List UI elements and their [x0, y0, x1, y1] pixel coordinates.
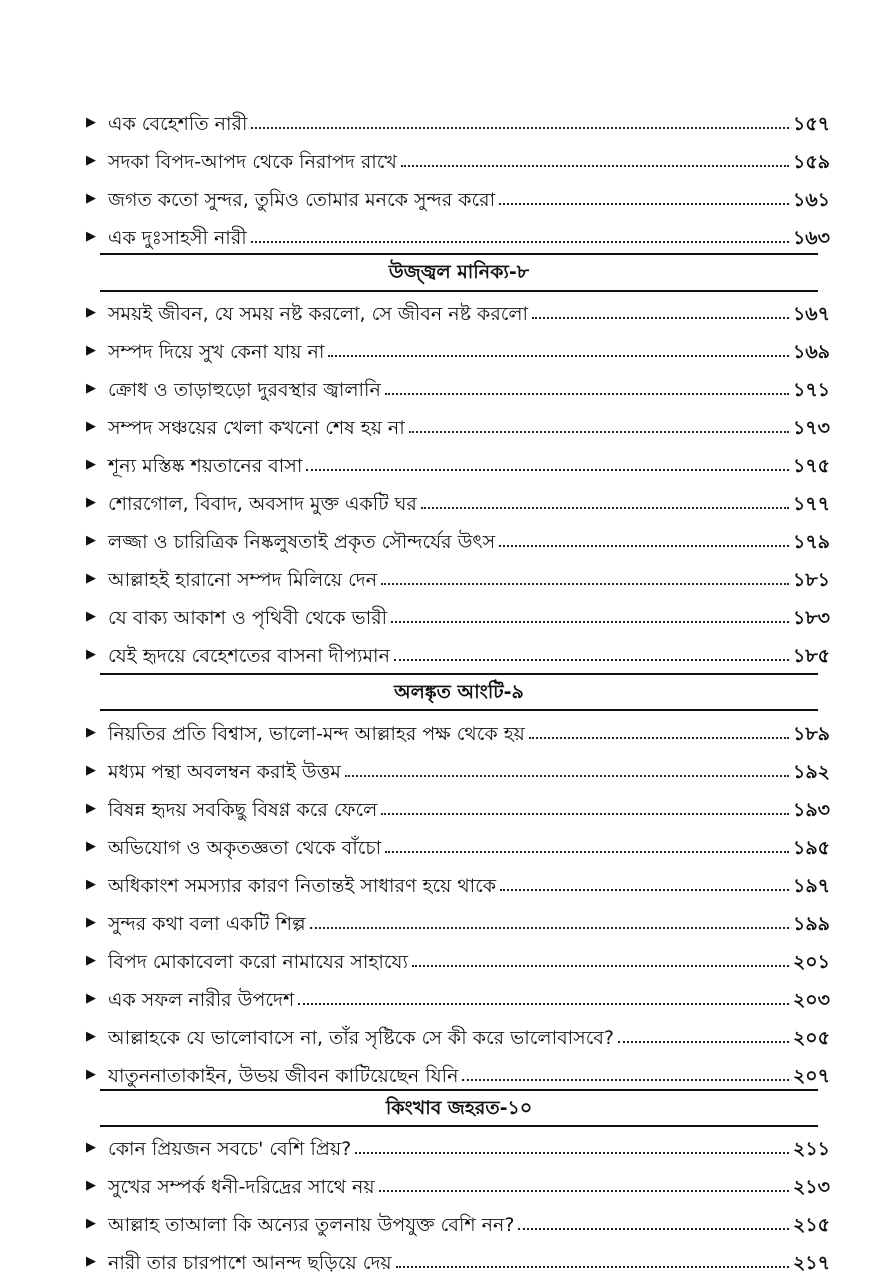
bullet-icon: ▶	[86, 1029, 96, 1044]
toc-entry-page: ২০৩	[792, 989, 830, 1011]
toc-entry[interactable]	[86, 902, 830, 936]
bullet-icon: ▶	[86, 571, 96, 586]
toc-entry[interactable]	[86, 712, 830, 746]
toc-entry-title: যেই হৃদয়ে বেহেশতের বাসনা দীপ্যমান	[108, 645, 390, 667]
toc-entry-title: সম্পদ দিয়ে সুখ কেনা যায় না	[108, 341, 325, 363]
toc-entry[interactable]	[86, 178, 830, 212]
toc-entry-page: ১৮৩	[792, 607, 830, 629]
bullet-icon: ▶	[86, 953, 96, 968]
toc-entry-page: ১৮৯	[793, 723, 830, 745]
bullet-icon: ▶	[86, 725, 96, 740]
toc-entry[interactable]	[86, 1127, 830, 1161]
toc-entry[interactable]	[86, 482, 830, 516]
toc-entry[interactable]	[86, 292, 830, 326]
dot-leader	[355, 1152, 789, 1154]
bullet-icon: ▶	[86, 877, 96, 892]
toc-entry-title: বিষন্ন হৃদয় সবকিছু বিষণ্ণ করে ফেলে	[108, 799, 378, 821]
bullet-icon: ▶	[86, 1254, 96, 1269]
bullet-icon: ▶	[86, 1140, 96, 1155]
toc-entry-page: ১৮৫	[793, 645, 830, 667]
bullet-icon: ▶	[86, 115, 96, 130]
bullet-icon: ▶	[86, 801, 96, 816]
bullet-icon: ▶	[86, 305, 96, 320]
toc-entry-title: কোন প্রিয়জন সবচে' বেশি প্রিয়?	[108, 1138, 352, 1160]
toc-entry[interactable]	[86, 102, 830, 136]
dot-leader	[391, 621, 789, 623]
bullet-icon: ▶	[86, 457, 96, 472]
toc-entry-title: আল্লাহকে যে ভালোবাসে না, তাঁর সৃষ্টিকে সে কী করে ভালোবাসবে?	[108, 1027, 615, 1049]
toc-entry-title: লজ্জা ও চারিত্রিক নিষ্কলুষতাই প্রকৃত সৌন্দর্যের উৎস	[108, 531, 496, 553]
toc-entry-page: ১৫৯	[793, 151, 830, 173]
bullet-icon: ▶	[86, 533, 96, 548]
dot-leader	[394, 659, 789, 661]
toc-entry-title: সুখের সম্পর্ক ধনী-দরিদ্রের সাথে নয়	[108, 1176, 375, 1198]
toc-entry-page: ১৯৩	[792, 799, 830, 821]
toc-entry-page: ১৬৩	[792, 227, 830, 249]
dot-leader	[298, 1003, 789, 1005]
dot-leader	[381, 583, 789, 585]
bullet-icon: ▶	[86, 763, 96, 778]
toc-entry[interactable]	[86, 406, 830, 440]
toc-entry-title: মধ্যম পন্থা অবলম্বন করাই উত্তম	[108, 761, 341, 783]
toc-entry-title: আল্লাহ তাআলা কি অন্যের তুলনায় উপযুক্ত বেশি নন?	[108, 1214, 515, 1236]
toc-entry-title: সম্পদ সঞ্চয়ের খেলা কখনো শেষ হয় না	[108, 417, 405, 439]
dot-leader	[618, 1041, 789, 1043]
toc-entry-title: যাতুননাতাকাইন, উভয় জীবন কাটিয়েছেন যিনি	[108, 1065, 459, 1087]
bullet-icon: ▶	[86, 419, 96, 434]
dot-leader	[251, 241, 789, 243]
toc-entry[interactable]	[86, 864, 830, 898]
section-heading: উজ্জ্বল মানিক্য-৮	[388, 261, 530, 283]
toc-entry[interactable]	[86, 978, 830, 1012]
dot-leader	[385, 851, 789, 853]
dot-leader	[499, 545, 789, 547]
toc-entry-title: যে বাক্য আকাশ ও পৃথিবী থেকে ভারী	[108, 607, 388, 629]
toc-entry-page: ২১৫	[792, 1214, 830, 1236]
bullet-icon: ▶	[86, 191, 96, 206]
toc-entry-title: ক্রোধ ও তাড়াহুড়ো দুরবস্থার জ্বালানি	[108, 379, 381, 401]
toc-entry-page: ১৯৫	[793, 837, 830, 859]
toc-entry-title: এক সফল নারীর উপদেশ	[108, 989, 295, 1011]
toc-entry-page: ২১৩	[792, 1176, 830, 1198]
toc-entry[interactable]	[86, 634, 830, 668]
dot-leader	[310, 927, 789, 929]
dot-leader	[409, 431, 789, 433]
toc-entry-title: নারী তার চারপাশে আনন্দ ছড়িয়ে দেয়	[108, 1252, 392, 1274]
dot-leader	[396, 1266, 789, 1268]
bullet-icon: ▶	[86, 1067, 96, 1082]
toc-entry-title: সময়ই জীবন, যে সময় নষ্ট করলো, সে জীবন নষ্ট করলো	[108, 303, 529, 325]
toc-entry-title: আল্লাহই হারানো সম্পদ মিলিয়ে দেন	[108, 569, 378, 591]
dot-leader	[328, 355, 789, 357]
toc-entry-page: ২১৭	[792, 1252, 830, 1274]
bullet-icon: ▶	[86, 609, 96, 624]
toc-entry-page: ২০৭	[792, 1065, 830, 1087]
toc-entry[interactable]	[86, 368, 830, 402]
toc-entry-page: ১৯২	[792, 761, 830, 783]
toc-entry-title: শূন্য মস্তিষ্ক শয়তানের বাসা	[108, 455, 303, 477]
toc-entry[interactable]	[86, 1241, 830, 1275]
dot-leader	[421, 507, 789, 509]
toc-entry-page: ১৬৯	[792, 341, 830, 363]
dot-leader	[412, 965, 789, 967]
toc-entry-title: অধিকাংশ সমস্যার কারণ নিতান্তই সাধারণ হয়ে থাকে	[108, 875, 497, 897]
toc-entry-page: ১৭৭	[792, 493, 830, 515]
toc-entry-title: সদকা বিপদ-আপদ থেকে নিরাপদ রাখে	[108, 151, 397, 173]
toc-entry[interactable]	[86, 520, 830, 554]
dot-leader	[518, 1228, 789, 1230]
toc-entry-page: ১৬৭	[792, 303, 830, 325]
toc-entry[interactable]	[86, 330, 830, 364]
toc-entry[interactable]	[86, 1054, 830, 1088]
dot-leader	[401, 165, 789, 167]
toc-entry-page: ১৭৩	[792, 417, 830, 439]
toc-entry-page: ১৭৯	[792, 531, 830, 553]
dot-leader	[381, 813, 789, 815]
section-heading: কিংখাব জহরত-১০	[385, 1097, 533, 1119]
toc-entry-page: ১৫৭	[792, 113, 830, 135]
toc-entry-title: জগত কতো সুন্দর, তুমিও তোমার মনকে সুন্দর করো	[108, 189, 496, 211]
toc-entry[interactable]	[86, 940, 830, 974]
toc-entry[interactable]	[86, 140, 830, 174]
bullet-icon: ▶	[86, 495, 96, 510]
toc-entry-page: ১৯৯	[793, 913, 830, 935]
dot-leader	[251, 127, 789, 129]
toc-entry-title: অভিযোগ ও অকৃতজ্ঞতা থেকে বাঁচো	[108, 837, 382, 859]
toc-entry-title: সুন্দর কথা বলা একটি শিল্প	[108, 913, 306, 935]
toc-entry-title: বিপদ মোকাবেলা করো নামাযের সাহায্যে	[108, 951, 408, 973]
dot-leader	[462, 1079, 788, 1081]
bullet-icon: ▶	[86, 839, 96, 854]
dot-leader	[306, 469, 789, 471]
toc-entry[interactable]	[86, 1203, 830, 1237]
toc-entry[interactable]	[86, 1016, 830, 1050]
dot-leader	[385, 393, 789, 395]
bullet-icon: ▶	[86, 343, 96, 358]
bullet-icon: ▶	[86, 991, 96, 1006]
toc-entry[interactable]	[86, 216, 830, 250]
bullet-icon: ▶	[86, 647, 96, 662]
toc-entry-page: ১৯৭	[792, 875, 830, 897]
toc-entry[interactable]	[86, 596, 830, 630]
dot-leader	[345, 775, 789, 777]
toc-entry-title: নিয়তির প্রতি বিশ্বাস, ভালো-মন্দ আল্লাহর পক্ষ থেকে হয়	[108, 723, 525, 745]
toc-entry-page: ২০১	[792, 951, 830, 973]
toc-entry[interactable]	[86, 444, 830, 478]
dot-leader	[379, 1190, 789, 1192]
bullet-icon: ▶	[86, 1216, 96, 1231]
toc-entry-page: ১৭৫	[792, 455, 830, 477]
toc-entry-title: এক বেহেশতি নারী	[108, 113, 248, 135]
toc-entry[interactable]	[86, 788, 830, 822]
toc-entry[interactable]	[86, 558, 830, 592]
section-heading: অলঙ্কৃত আংটি-৯	[394, 681, 524, 703]
toc-entry-page: ১৬১	[792, 189, 830, 211]
toc-entry-page: ১৭১	[792, 379, 830, 401]
bullet-icon: ▶	[86, 1178, 96, 1193]
dot-leader	[532, 317, 789, 319]
toc-entry-title: এক দুঃসাহসী নারী	[108, 227, 247, 249]
toc-entry-page: ২০৫	[792, 1027, 830, 1049]
toc-entry-page: ১৮১	[793, 569, 830, 591]
bullet-icon: ▶	[86, 381, 96, 396]
toc-entry-title: শোরগোল, বিবাদ, অবসাদ মুক্ত একটি ঘর	[108, 493, 417, 515]
bullet-icon: ▶	[86, 153, 96, 168]
toc-entry-page: ২১১	[792, 1138, 830, 1160]
dot-leader	[499, 203, 789, 205]
bullet-icon: ▶	[86, 229, 96, 244]
section-rule-bottom	[100, 709, 818, 711]
toc-entry[interactable]	[86, 1165, 830, 1199]
dot-leader	[529, 737, 789, 739]
toc-entry[interactable]	[86, 826, 830, 860]
toc-entry[interactable]	[86, 750, 830, 784]
dot-leader	[500, 889, 789, 891]
bullet-icon: ▶	[86, 915, 96, 930]
